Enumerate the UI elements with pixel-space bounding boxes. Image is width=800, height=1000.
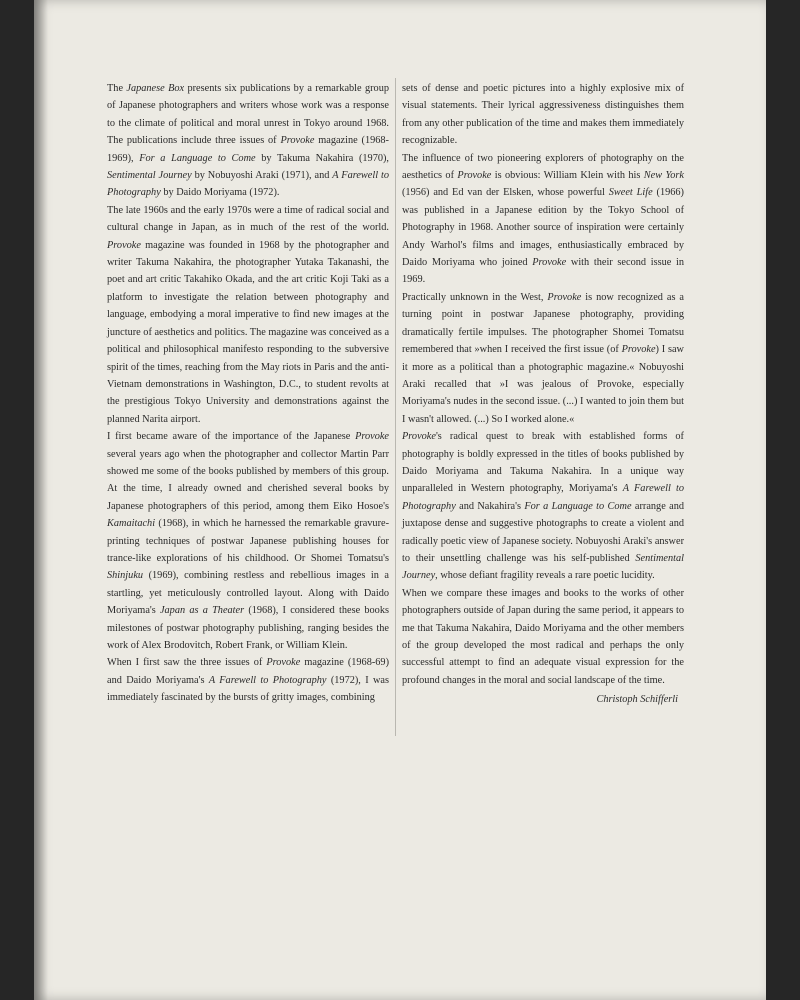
paragraph: sets of dense and poetic pictures into a highly explosive mix of visual statements. Their lyrical aggressiveness distinguishes them from any other publication of the time and makes them immediately recognizable. (402, 83, 684, 147)
paragraph: Provoke's radical quest to break with established forms of photography is boldly expressed in the titles of books published by Daido Moriyama and Takuma Nakahira. In a unique way unparalleled in Western photography, Moriyama's A Farewell to Photography and Nakahira's For a Language to Come arrange and juxtapose dense and suggestive photographs to create a violent and radically poetic view of Japanese society. Nobuyoshi Araki's answer to their unsettling challenge was his self-published Sentimental Journey, whose defiant fragility reveals a rare poetic lucidity. (402, 431, 684, 582)
left-text-column (107, 80, 389, 707)
paragraph: When we compare these images and books to the works of other photographers outside of Japan during the same period, it appears to me that Takuma Nakahira, Daido Moriyama and the other members of the group developed the most radical and perhaps the only successful attempt to find an adequate visual expression for the profound changes in the moral and social landscape of the time. (402, 587, 684, 686)
right-text-column (402, 80, 684, 709)
paragraph: I first became aware of the importance of the Japanese Provoke several years ago when the photographer and collector Martin Parr showed me some of the books published by members of this group. At the time, I already owned and cherished several books by Japanese photographers of this period, among them Eiko Hosoe's Kamaitachi (1968), in which he harnessed the remarkable gravure-printing techniques of postwar Japanese publishing houses for trance-like explorations of his childhood. Or Shomei Tomatsu's Shinjuku (1969), combining restless and rebellious images in a startling, yet meticulously controlled layout. Along with Daido Moriyama's Japan as a Theater (1968), I considered these books milestones of postwar photography publishing, ranging besides the work of Alex Brodovitch, Robert Frank, or William Klein. (107, 431, 389, 651)
paragraph: The Japanese Box presents six publications by a remarkable group of Japanese photographers and writers whose work was a response to the climate of political and moral unrest in Tokyo around 1968. The publications include three issues of Provoke magazine (1968-1969), For a Language to Come by Takuma Nakahira (1970), Sentimental Journey by Nobuyoshi Araki (1971), and A Farewell to Photography by Daido Moriyama (1972). (107, 83, 389, 199)
paragraph: The late 1960s and the early 1970s were a time of radical social and cultural change in Japan, as in much of the rest of the world. Provoke magazine was founded in 1968 by the photographer and writer Takuma Nakahira, the photographer Yutaka Takanashi, the poet and art critic Takahiko Okada, and the art critic Koji Taki as a platform to investigate the relation between photography and language, embodying a moral imperative to find new images at the juncture of aesthetics and politics. The magazine was conceived as a political and philosophical manifesto responding to the subversive spirit of the times, reaching from the May riots in Paris and the anti-Vietnam demonstrations in Washington, D.C., to student revolts at the prestigious Tokyo University and demonstrations against the planned Narita airport. (107, 204, 390, 425)
paragraph: The influence of two pioneering explorers of photography on the aesthetics of Provoke is obvious: William Klein with his New York (1956) and Ed van der Elsken, whose powerful Sweet Life (1966) was published in a Japanese edition by the Tokyo School of Photography in 1968. Another source of inspiration were certainly Andy Warhol's films and images, enthusiastically embraced by Daido Moriyama who joined Provoke with their second issue in 1969. (402, 152, 685, 286)
paragraph: When I first saw the three issues of Provoke magazine (1968-69) and Daido Moriyama's A Farewell to Photography (1972), I was immediately fascinated by the bursts of gritty images, combining (107, 657, 390, 704)
column-divider (395, 78, 396, 736)
paragraph: Practically unknown in the West, Provoke is now recognized as a turning point in postwar Japanese photography, providing dramatically fertile impulses. The photographer Shomei Tomatsu remembered that »when I received the first issue (of Provoke) I saw it more as a political than a photographic magazine.« Nobuyoshi Araki recalled that »I was jealous of Provoke, especially Moriyama's nudes in the second issue. (...) I wanted to join them but I wasn't allowed. (...) So I worked alone.« (402, 291, 684, 425)
author-signature: Christoph Schifferli (596, 694, 678, 706)
binding-shadow (34, 0, 48, 1000)
